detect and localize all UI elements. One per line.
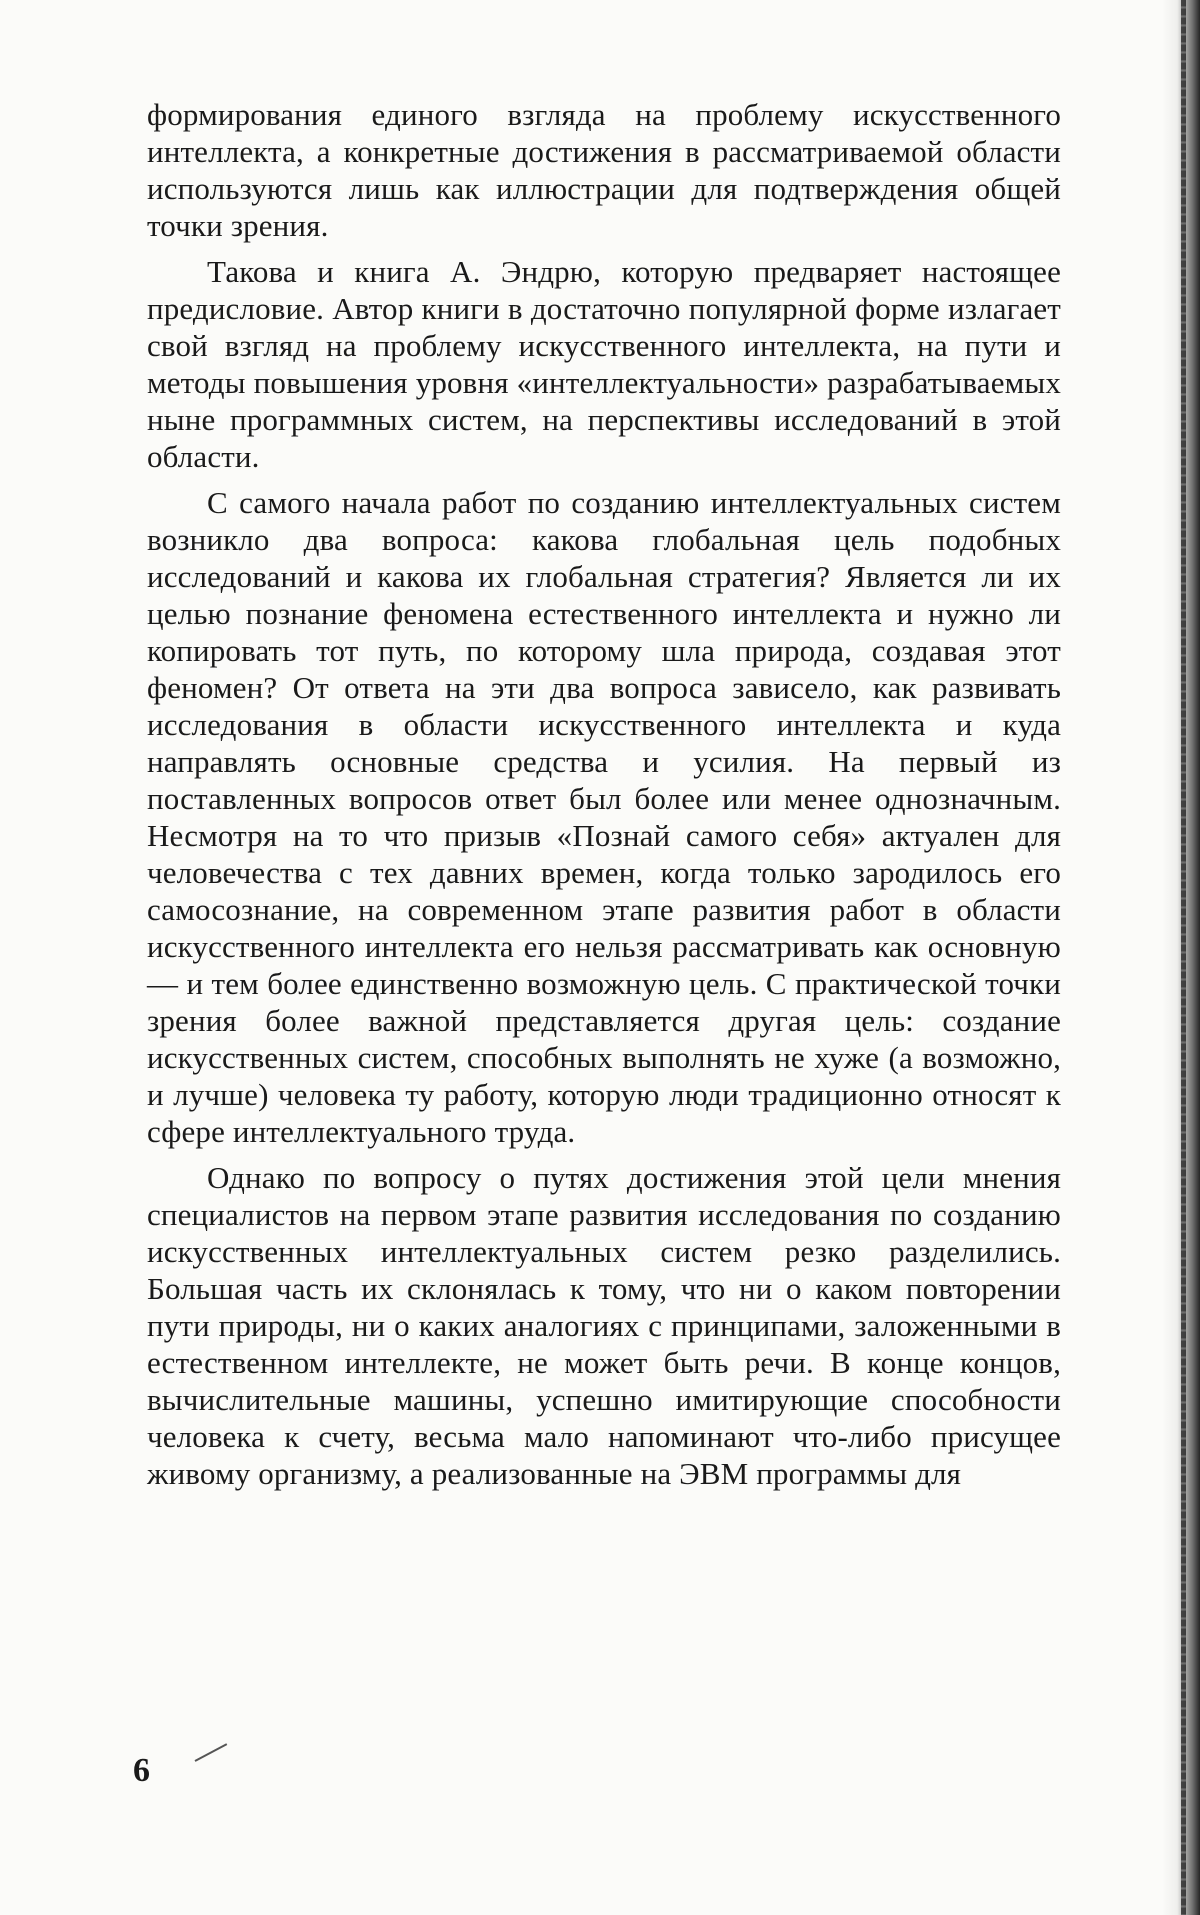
paragraph-2: Такова и книга А. Эндрю, которую предваряет настоящее предисловие. Автор книги в достаточно популярной форме излагает свой взгляд на проблему искусственного интеллекта, на пути и методы повышения уровня «интеллектуальности» разрабатываемых ныне программных систем, на перспективы исследований в этой области.	[147, 254, 1061, 474]
paragraph-3: С самого начала работ по созданию интеллектуальных систем возникло два вопроса: какова глобальная цель подобных исследований и какова их глобальная стратегия? Является ли их целью познание феномена естественного интеллекта и нужно ли копировать тот путь, по которому шла природа, создавая этот феномен? От ответа на эти два вопроса зависело, как развивать исследования в области искусственного интеллекта и куда направлять основные средства и усилия. На первый из поставленных вопросов ответ был более или менее однозначным. Несмотря на то что призыв «Познай самого себя» актуален для человечества с тех давних времен, когда только зародилось его самосознание, на современном этапе развития работ в области искусственного интеллекта его нельзя рассматривать как основную — и тем более единственно возможную цель. С практической точки зрения более важной представляется другая цель: создание искусственных систем, способных выполнять не хуже (а возможно, и лучше) человека ту работу, которую люди традиционно относят к сфере интеллектуального труда.	[147, 485, 1061, 1149]
paragraph-1: формирования единого взгляда на проблему искусственного интеллекта, а конкретные достижения в рассматриваемой области используются лишь как иллюстрации для подтверждения общей точки зрения.	[147, 97, 1061, 243]
stray-pencil-mark	[195, 1743, 228, 1762]
binding-edge-line	[1181, 0, 1186, 1915]
page-number: 6	[133, 1752, 150, 1789]
paragraph-4: Однако по вопросу о путях достижения этой цели мнения специалистов на первом этапе развития исследования по созданию искусственных интеллектуальных систем резко разделились. Большая часть их склонялась к тому, что ни о каком повторении пути природы, ни о каких аналогиях с принципами, заложенными в естественном интеллекте, не может быть речи. В конце концов, вычислительные машины, успешно имитирующие способности человека к счету, весьма мало напоминают что-либо присущее живому организму, а реализованные на ЭВМ программы для	[147, 1160, 1061, 1491]
body-text	[147, 96, 1061, 1501]
